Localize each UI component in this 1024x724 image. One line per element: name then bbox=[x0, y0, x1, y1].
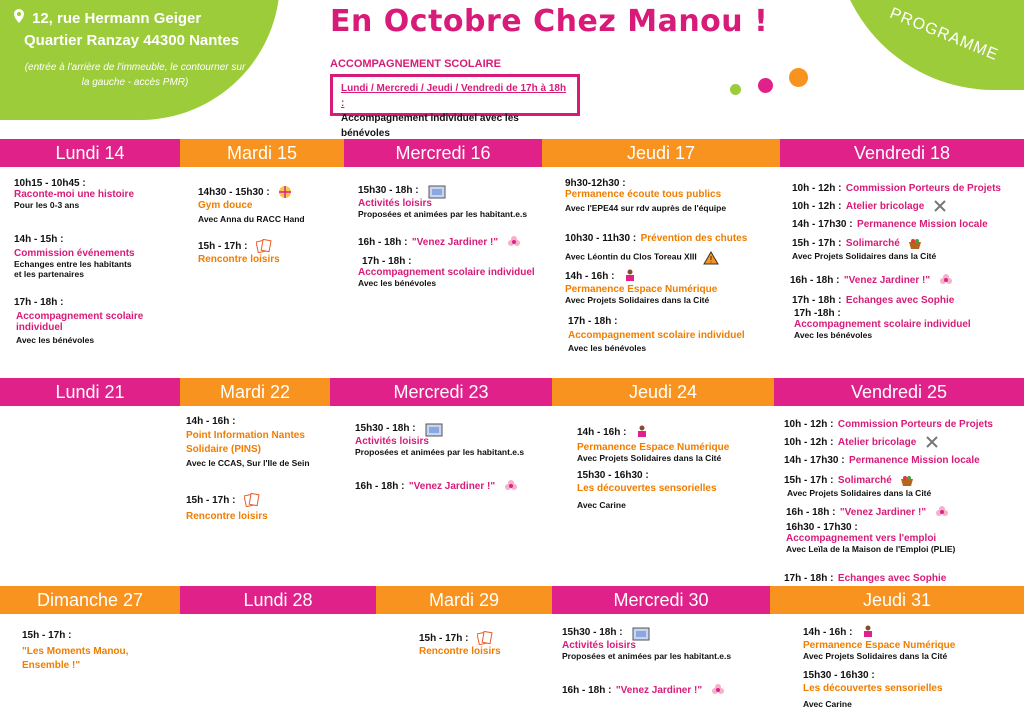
programme-label: PROGRAMME bbox=[887, 4, 1002, 65]
event-time: 10h30 - 11h30 : bbox=[565, 233, 637, 244]
event-item bbox=[792, 290, 954, 308]
event-subtitle: Avec Leïla de la Maison de l'Emploi (PLIE) bbox=[786, 544, 956, 554]
painting-icon bbox=[427, 183, 441, 195]
event-title: "Venez Jardiner !" bbox=[615, 685, 703, 696]
event-item bbox=[198, 182, 305, 224]
event-time: 16h - 18h : bbox=[790, 275, 840, 286]
flower-icon bbox=[504, 479, 518, 491]
event-subtitle: Avec les bénévoles bbox=[16, 335, 95, 345]
event-title: Permanence Mission locale bbox=[857, 219, 988, 230]
person-computer-icon bbox=[861, 625, 875, 637]
location-pin-icon bbox=[14, 8, 24, 30]
event-title: Gym douce bbox=[198, 200, 253, 211]
event-title: Permanence Espace Numérique bbox=[565, 284, 718, 295]
green-dot bbox=[730, 84, 741, 95]
event-title: Activités loisirs bbox=[355, 436, 429, 447]
event-title: Point Information Nantes bbox=[186, 430, 305, 441]
event-subtitle: Avec Projets Solidaires dans la Cité bbox=[787, 488, 932, 498]
event-item bbox=[792, 196, 947, 214]
day-header-jeudi17: Jeudi 17 bbox=[542, 139, 780, 167]
event-subtitle: Avec Anna du RACC Hand bbox=[198, 214, 305, 224]
event-item bbox=[14, 297, 143, 345]
event-time: 17h - 18h : bbox=[14, 297, 64, 308]
event-subtitle: Avec Projets Solidaires dans la Cité bbox=[565, 295, 710, 305]
basket-icon bbox=[908, 236, 922, 248]
event-item bbox=[786, 522, 955, 554]
event-time: 14h - 17h30 : bbox=[784, 455, 845, 466]
flower-icon bbox=[711, 683, 725, 695]
event-subtitle: Avec les bénévoles bbox=[358, 278, 437, 288]
event-item bbox=[355, 476, 518, 494]
event-title: Atelier bricolage bbox=[845, 201, 925, 212]
event-time: 15h30 - 18h : bbox=[358, 185, 419, 196]
event-time: 17h -18h : bbox=[794, 308, 841, 319]
event-time: 14h - 16h : bbox=[565, 271, 615, 282]
event-title: "Venez Jardiner !" bbox=[843, 275, 931, 286]
day-header-mercredi16: Mercredi 16 bbox=[344, 139, 542, 167]
event-title: Accompagnement scolaire bbox=[16, 311, 144, 322]
event-title: Accompagnement scolaire individuel bbox=[794, 319, 971, 330]
event-time: 15h30 - 18h : bbox=[355, 423, 416, 434]
event-time: 10h - 12h : bbox=[792, 183, 842, 194]
event-title: Echanges avec Sophie bbox=[845, 295, 955, 306]
event-item bbox=[577, 422, 729, 463]
flower-icon bbox=[507, 235, 521, 247]
event-subtitle: Avec Carine bbox=[803, 699, 852, 709]
event-item bbox=[14, 178, 134, 210]
day-header-jeudi24: Jeudi 24 bbox=[552, 378, 774, 406]
tools-icon bbox=[933, 199, 947, 211]
event-title: Commission événements bbox=[14, 248, 135, 259]
event-title: Permanence Mission locale bbox=[849, 455, 980, 466]
event-title: "Les Moments Manou, bbox=[22, 646, 129, 657]
event-title: Solimarché bbox=[837, 475, 892, 486]
event-title: "Venez Jardiner !" bbox=[408, 481, 496, 492]
event-time: 10h15 - 10h45 : bbox=[14, 178, 86, 189]
event-title: Accompagnement scolaire individuel bbox=[568, 330, 745, 341]
event-title: Atelier bricolage bbox=[837, 437, 917, 448]
event-title: Les découvertes sensorielles bbox=[577, 483, 717, 494]
event-item bbox=[803, 670, 943, 709]
schedule-title: ACCOMPAGNEMENT SCOLAIRE bbox=[330, 58, 501, 70]
event-title: Rencontre loisirs bbox=[198, 254, 280, 265]
event-time: 17h - 18h : bbox=[362, 256, 412, 267]
day-header-vendredi25: Vendredi 25 bbox=[774, 378, 1024, 406]
event-time: 14h - 16h : bbox=[577, 427, 627, 438]
day-header-lundi21: Lundi 21 bbox=[0, 378, 180, 406]
event-subtitle: Avec Projets Solidaires dans la Cité bbox=[792, 251, 937, 261]
event-subtitle: Avec Léontin du Clos Toreau XIII bbox=[565, 251, 697, 262]
cards-icon bbox=[477, 631, 491, 643]
event-item bbox=[568, 316, 745, 353]
event-subtitle: Avec Projets Solidaires dans la Cité bbox=[803, 651, 948, 661]
schedule-box bbox=[330, 74, 580, 139]
event-subtitle: et les partenaires bbox=[14, 269, 84, 279]
event-item bbox=[358, 256, 535, 288]
green-corner-shape-right bbox=[834, 0, 1024, 90]
schedule-days: Lundi / Mercredi / Jeudi / Vendredi de 17h à 18h : bbox=[341, 83, 567, 109]
cards-icon bbox=[256, 239, 270, 251]
day-header-dimanche27: Dimanche 27 bbox=[0, 586, 180, 614]
event-item bbox=[186, 490, 268, 522]
event-subtitle: Proposées et animées par les habitant.e.s bbox=[562, 651, 732, 661]
event-item bbox=[792, 214, 988, 232]
event-subtitle: Proposées et animées par les habitant.e.s bbox=[355, 447, 525, 457]
day-header-mercredi23: Mercredi 23 bbox=[330, 378, 552, 406]
event-title: Permanence Espace Numérique bbox=[803, 640, 956, 651]
ball-icon bbox=[278, 185, 292, 197]
event-title: Commission Porteurs de Projets bbox=[837, 419, 993, 430]
event-item bbox=[358, 180, 527, 219]
event-subtitle: Echanges entre les habitants bbox=[14, 259, 132, 269]
cards-icon bbox=[244, 493, 258, 505]
person-computer-icon bbox=[623, 269, 637, 281]
event-time: 15h30 - 18h : bbox=[562, 627, 623, 638]
day-header-vendredi18: Vendredi 18 bbox=[780, 139, 1024, 167]
event-time: 14h - 16h : bbox=[803, 627, 853, 638]
event-item bbox=[784, 432, 939, 450]
event-item bbox=[562, 680, 725, 698]
event-subtitle: Avec l'EPE44 sur rdv auprès de l'équipe bbox=[565, 203, 727, 213]
event-title: "Venez Jardiner !" bbox=[411, 237, 499, 248]
event-time: 16h - 18h : bbox=[355, 481, 405, 492]
event-time: 15h30 - 16h30 : bbox=[577, 470, 649, 481]
event-time: 15h - 17h : bbox=[22, 630, 72, 641]
event-time: 15h30 - 16h30 : bbox=[803, 670, 875, 681]
event-title: Solidaire (PINS) bbox=[186, 444, 262, 455]
event-item bbox=[792, 233, 936, 261]
event-time: 15h - 17h : bbox=[784, 475, 834, 486]
basket-icon bbox=[900, 473, 914, 485]
event-title: Activités loisirs bbox=[358, 198, 432, 209]
event-time: 15h - 17h : bbox=[792, 238, 842, 249]
event-item bbox=[565, 266, 717, 305]
warning-icon bbox=[703, 251, 717, 263]
event-time: 16h - 18h : bbox=[786, 507, 836, 518]
event-item bbox=[794, 308, 971, 340]
event-title: Activités loisirs bbox=[562, 640, 636, 651]
address-line2: Quartier Ranzay 44300 Nantes bbox=[24, 32, 240, 49]
event-title: Raconte-moi une histoire bbox=[14, 189, 135, 200]
day-header-mardi22: Mardi 22 bbox=[180, 378, 330, 406]
day-header-mardi29: Mardi 29 bbox=[376, 586, 552, 614]
flower-icon bbox=[939, 273, 953, 285]
event-item bbox=[792, 178, 1001, 196]
event-title: Commission Porteurs de Projets bbox=[845, 183, 1001, 194]
event-time: 14h - 17h30 : bbox=[792, 219, 853, 230]
painting-icon bbox=[424, 421, 438, 433]
event-title: Les découvertes sensorielles bbox=[803, 683, 943, 694]
painting-icon bbox=[631, 625, 645, 637]
page-title: En Octobre Chez Manou ! bbox=[330, 4, 769, 39]
event-time: 17h - 18h : bbox=[568, 316, 618, 327]
event-subtitle: Avec Carine bbox=[577, 500, 626, 510]
day-header-mercredi30: Mercredi 30 bbox=[552, 586, 770, 614]
event-title: Rencontre loisirs bbox=[186, 511, 268, 522]
event-subtitle: Avec Projets Solidaires dans la Cité bbox=[577, 453, 722, 463]
event-title: Prévention des chutes bbox=[640, 233, 748, 244]
event-time: 9h30-12h30 : bbox=[565, 178, 626, 189]
address-line1: 12, rue Hermann Geiger bbox=[32, 10, 202, 27]
event-time: 14h - 15h : bbox=[14, 234, 64, 245]
event-title: Accompagnement vers l'emploi bbox=[786, 533, 937, 544]
event-item bbox=[803, 622, 955, 661]
event-title: Echanges avec Sophie bbox=[837, 573, 947, 584]
event-item bbox=[784, 568, 946, 586]
event-item bbox=[565, 178, 726, 213]
event-item bbox=[355, 418, 524, 457]
event-time: 16h30 - 17h30 : bbox=[786, 522, 858, 533]
tools-icon bbox=[925, 435, 939, 447]
event-subtitle: Proposées et animées par les habitant.e.s bbox=[358, 209, 528, 219]
event-item bbox=[419, 628, 501, 657]
event-time: 17h - 18h : bbox=[784, 573, 834, 584]
day-header-mardi15: Mardi 15 bbox=[180, 139, 344, 167]
event-time: 14h30 - 15h30 : bbox=[198, 187, 270, 198]
event-time: 10h - 12h : bbox=[784, 419, 834, 430]
event-title: Solimarché bbox=[845, 238, 900, 249]
event-item bbox=[565, 228, 747, 263]
event-title: Ensemble !" bbox=[22, 660, 81, 671]
event-subtitle: Avec les bénévoles bbox=[794, 330, 873, 340]
event-time: 10h - 12h : bbox=[792, 201, 842, 212]
event-item bbox=[577, 470, 717, 510]
event-item bbox=[784, 414, 993, 432]
event-item bbox=[198, 236, 280, 265]
day-header-lundi14: Lundi 14 bbox=[0, 139, 180, 167]
event-item bbox=[784, 470, 931, 498]
event-subtitle: Avec les bénévoles bbox=[568, 343, 647, 353]
event-subtitle: Avec le CCAS, Sur l'Ile de Sein bbox=[186, 458, 310, 468]
event-time: 15h - 17h : bbox=[186, 495, 236, 506]
event-time: 15h - 17h : bbox=[198, 241, 248, 252]
flower-icon bbox=[935, 505, 949, 517]
event-title: Permanence Espace Numérique bbox=[577, 442, 730, 453]
event-title: "Venez Jardiner !" bbox=[839, 507, 927, 518]
event-subtitle: Pour les 0-3 ans bbox=[14, 200, 80, 210]
event-item bbox=[562, 622, 731, 661]
event-time: 14h - 16h : bbox=[186, 416, 236, 427]
event-time: 16h - 18h : bbox=[358, 237, 408, 248]
event-item bbox=[14, 234, 135, 279]
event-time: 16h - 18h : bbox=[562, 685, 612, 696]
event-time: 17h - 18h : bbox=[792, 295, 842, 306]
event-item bbox=[358, 232, 521, 250]
access-note: (entrée à l'arrière de l'immeuble, le contourner sur la gauche - accès PMR) bbox=[24, 62, 246, 88]
event-item bbox=[22, 630, 128, 671]
event-title: Accompagnement scolaire individuel bbox=[358, 267, 535, 278]
orange-dot bbox=[789, 68, 808, 87]
event-item bbox=[786, 502, 949, 520]
day-header-lundi28: Lundi 28 bbox=[180, 586, 376, 614]
pink-dot bbox=[758, 78, 773, 93]
schedule-desc: Accompagnement individuel avec les bénévoles bbox=[341, 113, 519, 139]
event-time: 10h - 12h : bbox=[784, 437, 834, 448]
day-header-jeudi31: Jeudi 31 bbox=[770, 586, 1024, 614]
event-item bbox=[790, 270, 953, 288]
address bbox=[14, 8, 284, 52]
person-computer-icon bbox=[635, 425, 649, 437]
event-title: Rencontre loisirs bbox=[419, 646, 501, 657]
event-time: 15h - 17h : bbox=[419, 633, 469, 644]
event-title: Permanence écoute tous publics bbox=[565, 189, 722, 200]
event-item bbox=[784, 450, 980, 468]
event-item bbox=[186, 416, 310, 468]
event-title: individuel bbox=[16, 322, 63, 333]
